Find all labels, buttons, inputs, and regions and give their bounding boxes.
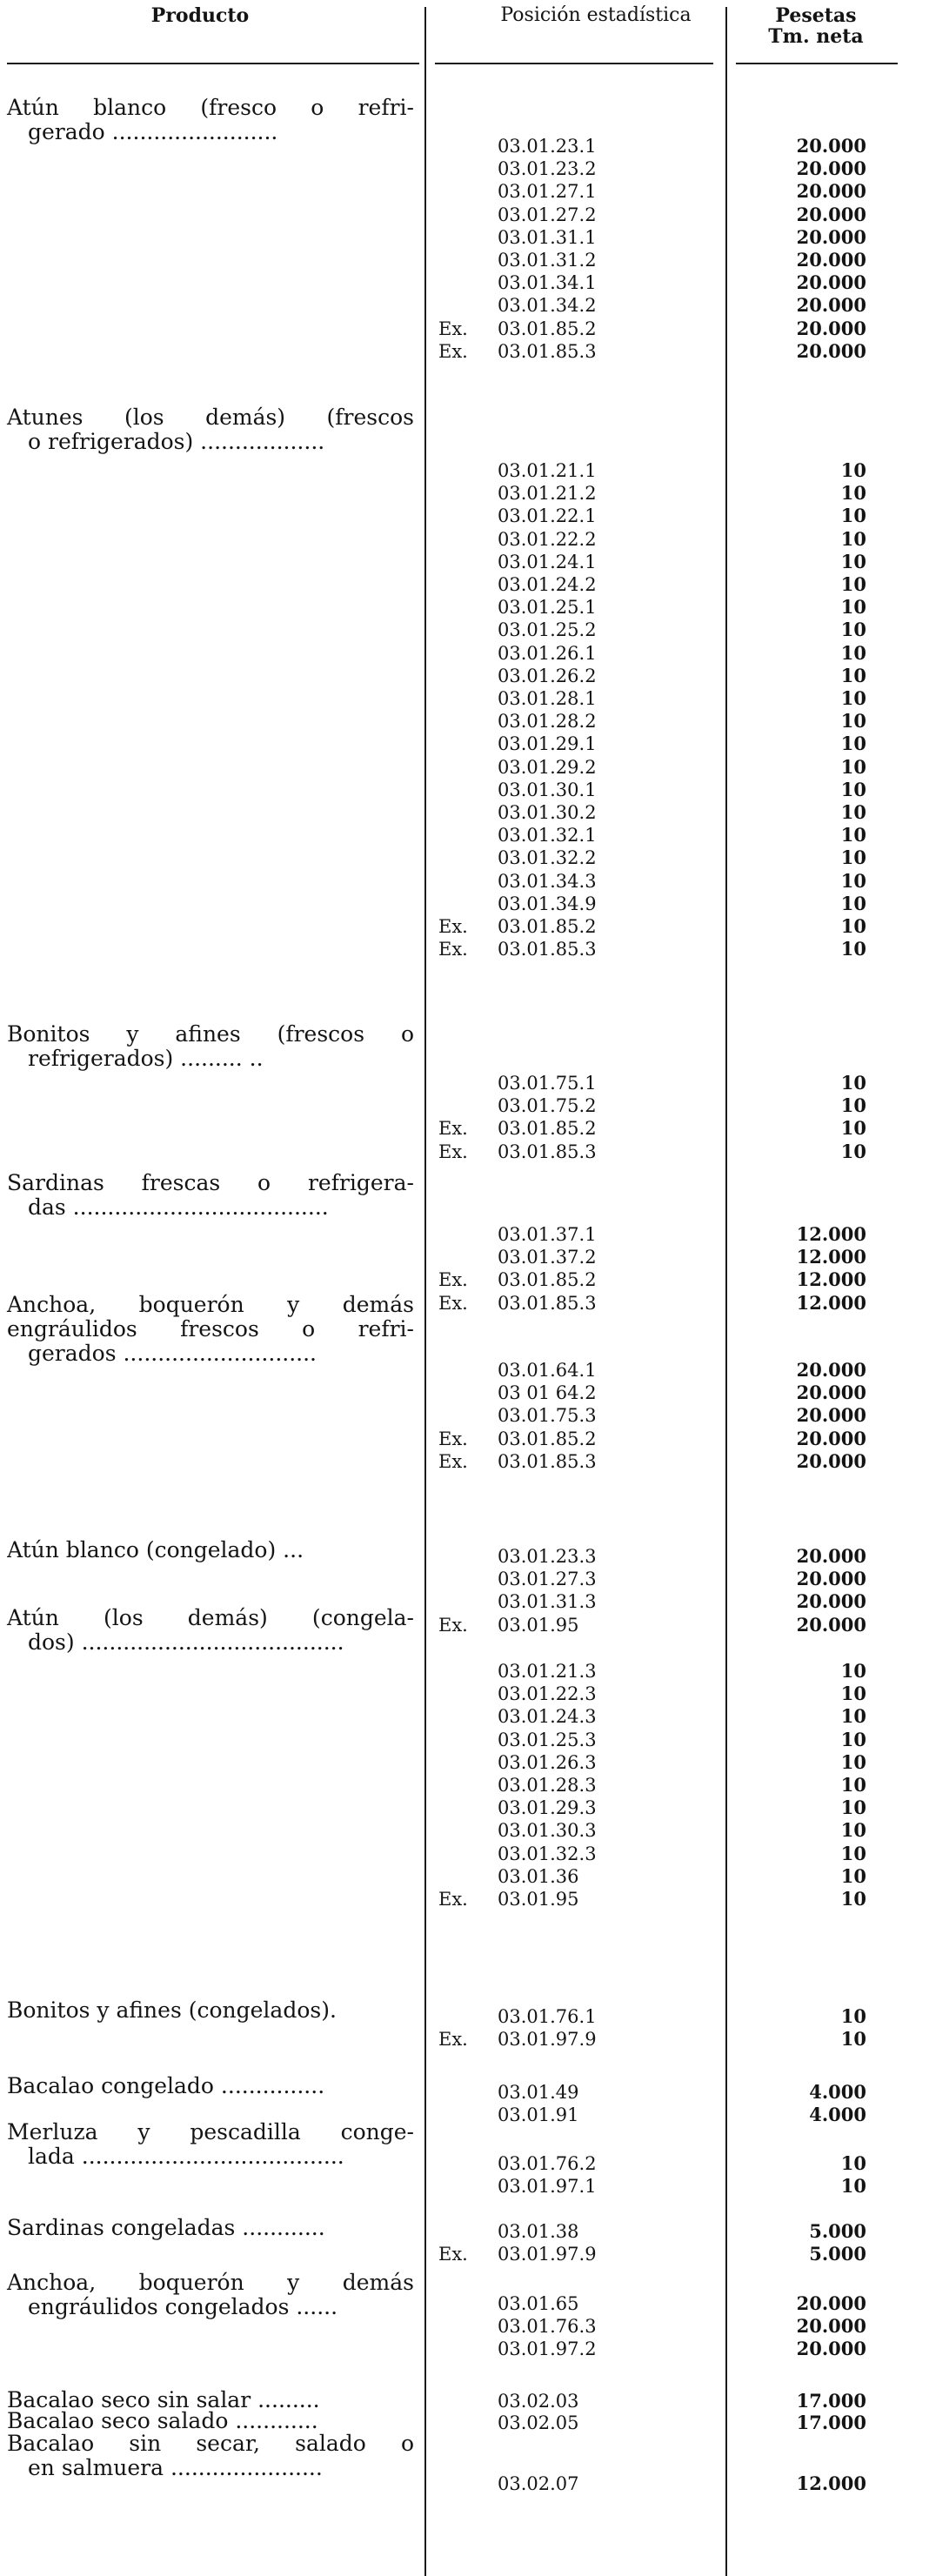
statistical-position: 03.01.25.1 (498, 597, 597, 619)
statistical-position: 03.01.26.3 (498, 1751, 597, 1773)
header-rule-position (435, 63, 713, 64)
pesetas-value: 10 (840, 733, 866, 755)
exception-marker: Ex. (438, 1292, 468, 1314)
pesetas-value: 4.000 (809, 2081, 866, 2103)
exception-marker: Ex. (438, 1118, 468, 1140)
statistical-position: 03.02.05 (498, 2412, 579, 2433)
column-divider-left (424, 7, 426, 2576)
pesetas-value: 12.000 (796, 1223, 866, 1245)
product-name (7, 1171, 414, 1220)
statistical-position: 03.01.85.2 (498, 318, 597, 339)
product-line: o refrigerados) .................. (28, 430, 325, 454)
statistical-position: 03.01.21.2 (498, 483, 597, 505)
statistical-position: 03.01.85.3 (498, 1450, 597, 1472)
statistical-position: 03.01.27.3 (498, 1569, 597, 1590)
pesetas-value: 10 (840, 1094, 866, 1117)
statistical-position: 03.01.95 (498, 1889, 579, 1910)
statistical-position: 03.01.97.9 (498, 2244, 597, 2265)
product-name (7, 2271, 414, 2319)
statistical-position: 03.01.29.3 (498, 1797, 597, 1819)
pesetas-value: 10 (840, 527, 866, 550)
product-line: en salmuera ...................... (28, 2456, 323, 2480)
statistical-position: 03.01.22.1 (498, 505, 597, 527)
product-name (7, 2074, 414, 2098)
statistical-position: 03.01.85.2 (498, 1428, 597, 1449)
pesetas-value: 20.000 (796, 225, 866, 248)
product-line: dos) ...................................... (28, 1630, 344, 1655)
statistical-position: 03.01.37.1 (498, 1224, 597, 1245)
statistical-position: 03.01.30.2 (498, 802, 597, 823)
pesetas-value: 10 (840, 1117, 866, 1140)
exception-marker: Ex. (438, 1428, 468, 1449)
pesetas-value: 10 (840, 641, 866, 664)
pesetas-value: 10 (840, 869, 866, 892)
statistical-position: 03.01.34.3 (498, 870, 597, 892)
statistical-position: 03.01.29.2 (498, 756, 597, 778)
product-line: engráulidos congelados ...... (28, 2295, 338, 2319)
pesetas-value: 5.000 (809, 2243, 866, 2265)
statistical-position: 03.01.30.3 (498, 1820, 597, 1842)
statistical-position: 03.01.23.2 (498, 158, 597, 180)
product-name (7, 1538, 414, 1562)
statistical-position: 03.01.65 (498, 2293, 579, 2314)
pesetas-value: 10 (840, 1728, 866, 1750)
statistical-position: 03.01.28.1 (498, 688, 597, 709)
pesetas-value: 20.000 (796, 2315, 866, 2338)
exception-marker: Ex. (438, 1141, 468, 1162)
statistical-position: 03.01.28.3 (498, 1775, 597, 1796)
pesetas-value: 20.000 (796, 317, 866, 339)
pesetas-value: 10 (840, 1819, 866, 1842)
pesetas-value: 17.000 (796, 2390, 866, 2412)
pesetas-value: 10 (840, 505, 866, 527)
statistical-position: 03.01.85.2 (498, 916, 597, 937)
product-name (7, 2216, 414, 2240)
product-line: Bacalao seco salado ............ (7, 2409, 318, 2433)
product-line: Anchoa, boquerón y demás (7, 2270, 414, 2295)
product-line: lada ...................................... (28, 2144, 344, 2169)
pesetas-value: 10 (840, 573, 866, 595)
statistical-position: 03.01.91 (498, 2104, 579, 2126)
product-name (7, 2432, 414, 2480)
product-line: Atún (los demás) (congela- (7, 1605, 414, 1630)
statistical-position: 03.01.76.3 (498, 2316, 597, 2338)
pesetas-value: 20.000 (796, 203, 866, 225)
pesetas-value: 20.000 (796, 339, 866, 362)
statistical-position: 03 01 64.2 (498, 1382, 597, 1404)
product-line: Atún blanco (congelado) ... (7, 1538, 304, 1562)
pesetas-value: 20.000 (796, 1359, 866, 1381)
pesetas-value: 20.000 (796, 1404, 866, 1427)
exception-marker: Ex. (438, 1889, 468, 1910)
product-name (7, 1606, 414, 1655)
pesetas-value: 10 (840, 710, 866, 733)
pesetas-value: 20.000 (796, 1568, 866, 1590)
pesetas-value: 20.000 (796, 135, 866, 157)
statistical-position: 03.01.23.3 (498, 1546, 597, 1567)
product-line: refrigerados) ......... .. (28, 1047, 264, 1071)
statistical-position: 03.01.28.2 (498, 711, 597, 733)
pesetas-value: 10 (840, 459, 866, 481)
pesetas-value: 4.000 (809, 2104, 866, 2126)
statistical-position: 03.01.36 (498, 1865, 579, 1887)
pesetas-value: 10 (840, 2152, 866, 2174)
statistical-position: 03.01.85.2 (498, 1269, 597, 1291)
pesetas-value: 10 (840, 2005, 866, 2027)
product-name (7, 1293, 414, 1366)
pesetas-value: 12.000 (796, 1268, 866, 1291)
product-name (7, 2120, 414, 2169)
pesetas-value: 10 (840, 687, 866, 709)
pesetas-value: 10 (840, 1705, 866, 1728)
pesetas-value: 10 (840, 1660, 866, 1682)
product-line: gerado ........................ (28, 120, 278, 144)
statistical-position: 03.01.85.2 (498, 1118, 597, 1140)
header-rule-value (736, 63, 898, 64)
statistical-position: 03.01.34.2 (498, 295, 597, 317)
statistical-position: 03.01.24.3 (498, 1706, 597, 1728)
product-line: Atún blanco (fresco o refri- (7, 95, 414, 120)
statistical-position: 03.01.32.1 (498, 825, 597, 846)
pesetas-value: 10 (840, 619, 866, 641)
pesetas-value: 10 (840, 1864, 866, 1887)
statistical-position: 03.01.21.3 (498, 1661, 597, 1682)
exception-marker: Ex. (438, 318, 468, 339)
pesetas-value: 20.000 (796, 1449, 866, 1472)
pesetas-value: 20.000 (796, 2292, 866, 2314)
header-unit: Tm. neta (768, 25, 864, 48)
statistical-position: 03.01.22.2 (498, 528, 597, 550)
statistical-position: 03.01.27.2 (498, 204, 597, 225)
product-line: Bacalao seco sin salar ......... (7, 2388, 320, 2412)
pesetas-value: 10 (840, 755, 866, 778)
exception-marker: Ex. (438, 340, 468, 362)
pesetas-value: 20.000 (796, 294, 866, 317)
statistical-position: 03.01.76.1 (498, 2006, 597, 2027)
pesetas-value: 17.000 (796, 2412, 866, 2433)
statistical-position: 03.01.29.1 (498, 733, 597, 755)
statistical-position: 03.01.26.1 (498, 642, 597, 664)
column-divider-right (725, 7, 727, 2576)
product-line: Merluza y pescadilla conge- (7, 2119, 414, 2144)
pesetas-value: 20.000 (796, 1545, 866, 1567)
header-product: Producto (150, 4, 250, 27)
pesetas-value: 10 (840, 892, 866, 914)
exception-marker: Ex. (438, 916, 468, 937)
pesetas-value: 10 (840, 664, 866, 686)
pesetas-value: 10 (840, 778, 866, 800)
statistical-position: 03.01.75.1 (498, 1073, 597, 1094)
pesetas-value: 10 (840, 1140, 866, 1162)
pesetas-value: 10 (840, 1842, 866, 1864)
pesetas-value: 10 (840, 596, 866, 619)
pesetas-value: 10 (840, 1774, 866, 1796)
statistical-position: 03.01.49 (498, 2082, 579, 2103)
pesetas-value: 10 (840, 824, 866, 846)
pesetas-value: 10 (840, 938, 866, 960)
statistical-position: 03.01.34.1 (498, 272, 597, 294)
statistical-position: 03.01.34.9 (498, 893, 597, 914)
pesetas-value: 20.000 (796, 180, 866, 203)
statistical-position: 03.01.75.2 (498, 1095, 597, 1117)
statistical-position: 03.01.64.1 (498, 1360, 597, 1381)
pesetas-value: 10 (840, 550, 866, 572)
statistical-position: 03.01.25.3 (498, 1729, 597, 1750)
statistical-position: 03.01.24.1 (498, 551, 597, 572)
statistical-position: 03.01.32.3 (498, 1843, 597, 1864)
product-line: gerados ............................ (28, 1342, 317, 1366)
product-line: Anchoa, boquerón y demás (7, 1292, 414, 1317)
statistical-position: 03.01.76.2 (498, 2153, 597, 2174)
pesetas-value: 20.000 (796, 249, 866, 271)
statistical-position: 03.01.31.2 (498, 250, 597, 271)
product-name (7, 1022, 414, 1071)
pesetas-value: 20.000 (796, 2338, 866, 2360)
product-line: engráulidos frescos o refri- (7, 1316, 414, 1342)
statistical-position: 03.02.07 (498, 2473, 579, 2494)
statistical-position: 03.01.97.1 (498, 2176, 597, 2198)
pesetas-value: 10 (840, 846, 866, 869)
pesetas-value: 20.000 (796, 1613, 866, 1636)
product-name (7, 405, 414, 454)
product-name (7, 1998, 414, 2023)
pesetas-value: 20.000 (796, 1427, 866, 1449)
statistical-position: 03.01.31.3 (498, 1591, 597, 1613)
product-line: Bonitos y afines (congelados). (7, 1998, 337, 2023)
exception-marker: Ex. (438, 1450, 468, 1472)
exception-marker: Ex. (438, 1614, 468, 1636)
header-rule-product (7, 63, 419, 64)
pesetas-value: 10 (840, 2028, 866, 2051)
pesetas-value: 10 (840, 915, 866, 937)
pesetas-value: 12.000 (796, 1291, 866, 1314)
product-name (7, 96, 414, 144)
pesetas-value: 10 (840, 482, 866, 505)
statistical-position: 03.01.32.2 (498, 847, 597, 869)
pesetas-value: 10 (840, 1797, 866, 1819)
exception-marker: Ex. (438, 2029, 468, 2051)
pesetas-value: 10 (840, 2175, 866, 2198)
product-line: das ..................................... (28, 1195, 329, 1220)
statistical-position: 03.01.75.3 (498, 1405, 597, 1427)
product-line: Sardinas frescas o refrigera- (7, 1170, 414, 1195)
exception-marker: Ex. (438, 939, 468, 960)
product-name (7, 2409, 414, 2433)
statistical-position: 03.01.25.2 (498, 619, 597, 641)
pesetas-value: 12.000 (796, 2472, 866, 2494)
product-line: Bonitos y afines (frescos o (7, 1021, 414, 1047)
pesetas-value: 20.000 (796, 271, 866, 294)
statistical-position: 03.01.26.2 (498, 665, 597, 686)
pesetas-value: 10 (840, 1888, 866, 1910)
pesetas-value: 10 (840, 1683, 866, 1705)
statistical-position: 03.01.85.3 (498, 939, 597, 960)
statistical-position: 03.02.03 (498, 2391, 579, 2412)
statistical-position: 03.01.21.1 (498, 460, 597, 481)
product-line: Bacalao congelado ............... (7, 2074, 325, 2098)
statistical-position: 03.01.24.2 (498, 574, 597, 595)
statistical-position: 03.01.85.3 (498, 1292, 597, 1314)
statistical-position: 03.01.85.3 (498, 1141, 597, 1162)
statistical-position: 03.01.37.2 (498, 1247, 597, 1268)
statistical-position: 03.01.27.1 (498, 181, 597, 203)
pesetas-value: 10 (840, 801, 866, 823)
pesetas-value: 20.000 (796, 1382, 866, 1404)
statistical-position: 03.01.23.1 (498, 136, 597, 157)
pesetas-value: 10 (840, 1750, 866, 1773)
pesetas-value: 10 (840, 1072, 866, 1094)
statistical-position: 03.01.31.1 (498, 226, 597, 248)
product-line: Bacalao sin secar, salado o (7, 2431, 414, 2456)
pesetas-value: 20.000 (796, 1590, 866, 1613)
pesetas-value: 12.000 (796, 1246, 866, 1268)
pesetas-value: 20.000 (796, 157, 866, 180)
statistical-position: 03.01.97.9 (498, 2029, 597, 2051)
exception-marker: Ex. (438, 1269, 468, 1291)
statistical-position: 03.01.85.3 (498, 340, 597, 362)
statistical-position: 03.01.30.1 (498, 779, 597, 800)
pesetas-value: 5.000 (809, 2220, 866, 2242)
statistical-position: 03.01.38 (498, 2221, 579, 2242)
statistical-position: 03.01.22.3 (498, 1683, 597, 1705)
product-line: Atunes (los demás) (frescos (7, 405, 414, 430)
exception-marker: Ex. (438, 2244, 468, 2265)
product-line: Sardinas congeladas ............ (7, 2216, 325, 2240)
header-pesetas: Pesetas (775, 4, 857, 27)
statistical-position: 03.01.95 (498, 1614, 579, 1636)
statistical-position: 03.01.97.2 (498, 2338, 597, 2360)
header-position: Posición estadística (500, 4, 692, 26)
